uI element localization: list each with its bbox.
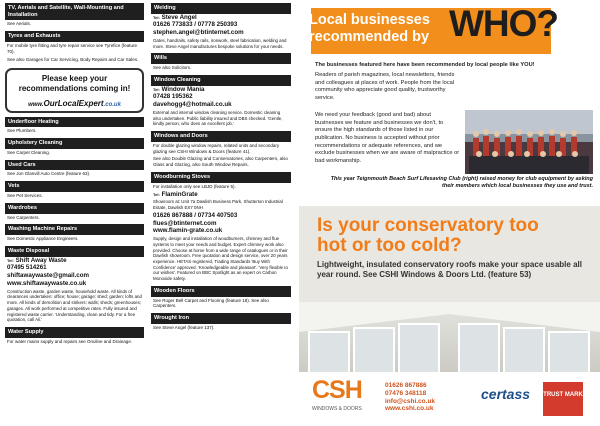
welding-email: stephen.angel@btinternet.com xyxy=(153,29,244,37)
recommendations-ad xyxy=(5,68,144,112)
who-banner xyxy=(299,3,600,56)
cshi-logo-sub: WINDOWS & DOORS xyxy=(312,406,362,412)
conservatory-title-1: Is your conservatory too xyxy=(317,215,539,236)
heading-woodburning: Woodburning Stoves xyxy=(151,172,291,183)
heading-washing-machine: Washing Machine Repairs xyxy=(5,224,144,235)
woodburning-email: flues@btinternet.com xyxy=(153,219,217,227)
waste-business-name: Shift Away Waste xyxy=(15,256,67,264)
woodburning-text: For installation only see LBJD (feature 5). xyxy=(153,183,236,189)
cshi-logo xyxy=(312,378,377,420)
see-carpenters: See Carpenters. xyxy=(7,214,40,220)
heading-vets: Vets xyxy=(5,181,144,192)
logo-domain: .co.uk xyxy=(103,101,121,108)
trustmark-logo xyxy=(543,382,583,416)
used-cars-text: See Jon Glanvill Auto Centre (feature 63). xyxy=(7,171,91,177)
ourlocalexpert-logo xyxy=(11,99,138,108)
see-aerials: See Aerials. xyxy=(7,21,32,27)
banner-who: WHO? xyxy=(449,3,559,44)
woodburning-website: www.flamin-grate.co.uk xyxy=(153,227,223,235)
welding-description: Gates, handrails, safety rails, ironwork, steel fabrication, welding and more. Steve Angel manufactures bespoke solutions for your needs. xyxy=(153,37,287,49)
waste-website: www.shiftawaywaste.co.uk xyxy=(7,279,87,287)
see-solicitors: See also Solicitors. xyxy=(153,65,192,71)
waste-listing-name xyxy=(5,257,144,265)
waste-phone: 07495 514261 xyxy=(7,264,47,272)
feature-page xyxy=(299,0,600,426)
window-cleaning-email: davehogg4@hotmail.co.uk xyxy=(153,101,232,109)
paragraph-1: Readers of parish magazines, local newsletters, friends and colleagues at places of work. People from the local community who appreciate good quality, trustworthy service. xyxy=(315,72,455,102)
welding-phone: 01626 773833 / 07778 250393 xyxy=(153,21,238,29)
heading-welding: Welding xyxy=(151,3,291,14)
banner-line-1: Local businesses xyxy=(309,12,430,28)
heading-wardrobes: Wardrobes xyxy=(5,203,144,214)
see-domestic-appliance: See Domestic Appliance Engineers. xyxy=(7,236,79,242)
heading-wrought-iron: Wrought Iron xyxy=(151,313,291,324)
heading-windows-doors: Windows and Doors xyxy=(151,131,291,142)
intro-text: The businesses featured here have been recommended by local people like YOU! xyxy=(315,62,535,68)
conservatory-title xyxy=(317,216,539,256)
waste-description: Construction waste, garden waste, household waste. All kinds of clearances undertaken: office; house; garage; shed; garden; lofts and more. All kinds of demolition and strikers: walls; sheds; greenhouses; garages. All work performed at competitive rates. Fully insured and registered waste carrier. 'Understanding, clean and tidy. For a free quotation, call Ali.' xyxy=(7,288,142,323)
heading-wooden-floors: Wooden Floors xyxy=(151,286,291,297)
directory-column-2 xyxy=(151,0,291,332)
heading-tyres: Tyres and Exhausts xyxy=(5,31,144,42)
window-cleaning-description: External and internal window cleaning service. Domestic cleaning also undertaken. Public liability insured and DBS checked. 'Gentle, kindly person, who does an excellent job.' xyxy=(153,109,283,127)
tel-label: Tel: xyxy=(153,14,160,20)
surf-club-photo-image xyxy=(465,110,593,174)
directory-column-1 xyxy=(5,0,144,346)
window-cleaning-listing-name xyxy=(151,86,291,94)
cshi-contact xyxy=(385,382,435,413)
logo-name: OurLocalExpert xyxy=(43,98,104,108)
woodburning-phone: 01626 867888 / 07734 407503 xyxy=(153,211,238,219)
heading-underfloor: Underfloor Heating xyxy=(5,117,144,128)
woodburning-listing-name xyxy=(151,191,291,199)
welding-business-name: Steve Angel xyxy=(161,13,197,21)
trustmark-logo-text: TRUST MARK xyxy=(543,392,583,398)
tel-label: Tel: xyxy=(7,257,14,263)
tyres-text-2: See also Garages for Car Servicing, Body Repairs and Car Sales. xyxy=(7,56,139,62)
heading-window-cleaning: Window Cleaning xyxy=(151,75,291,86)
heading-upholstery: Upholstery Cleaning xyxy=(5,138,144,149)
cshi-website: www.cshi.co.uk xyxy=(385,405,434,413)
cshi-phone-1: 01626 867886 xyxy=(385,382,427,389)
windows-doors-text-2: See also Double Glazing and Conservatories, also Carpenters, also Glass and Glazing, also South Window Repairs. xyxy=(153,156,288,168)
heading-waste-disposal: Waste Disposal xyxy=(5,246,144,257)
conservatory-body: Lightweight, insulated conservatory roofs make your space usable all year round. See CSHI Windows & Doors Ltd. (feature 53) xyxy=(317,260,582,279)
waste-email: shiftawaywaste@gmail.com xyxy=(7,272,90,280)
woodburning-description: Supply, design and installation of woodburners, chimney and flue systems to meet your needs and budget. Expert chimney work also provided. Choose at home from a wide range of catalogues or in their Dawlish showroom. Free quotation and design service, over 20 years experience. HETAS registered, Trading Standards 'Buy With Confidence' approved. 'Knowledgeable and pleasant'. 'Very flexible to our wishes'. Featured on BBC Spotlight as an expert on Carbon Monoxide safety. xyxy=(153,236,288,282)
heading-wills: Wills xyxy=(151,53,291,64)
see-carpet: See Carpet Cleaning. xyxy=(7,149,51,155)
water-supply-text: For water mains supply and repairs see Onuline and Drainage. xyxy=(7,338,133,344)
ad-title: Please keep your recommendations coming in! xyxy=(18,74,131,94)
banner-title xyxy=(309,12,430,45)
banner-line-2: recommended by xyxy=(309,28,430,45)
conservatory-footer xyxy=(299,372,600,426)
cshi-email: info@cshi.co.uk xyxy=(385,397,436,405)
woodburning-address: Showroom at: Unit 7a Dawlish Business Park, Shutterton Industrial Estate, Dawlish EX7 0NH xyxy=(153,199,283,211)
see-pet-services: See Pet Services. xyxy=(7,193,43,199)
window-cleaning-business-name: Window Mania xyxy=(161,85,205,93)
windows-doors-text: For double glazing window repairs, related units and secondary glazing see CSHI Windows & Doors (feature 41). xyxy=(153,142,280,154)
logo-www: www. xyxy=(28,101,44,108)
cshi-phone-2: 07476 348118 xyxy=(385,389,427,397)
heading-water-supply: Water Supply xyxy=(5,327,144,338)
wrought-iron-text: See Steve Angel (feature 137). xyxy=(153,324,215,330)
woodburning-business-name: FlaminGrate xyxy=(161,190,198,198)
window-cleaning-phone: 07428 195362 xyxy=(153,93,193,101)
cshi-logo-text: CSH xyxy=(312,376,362,404)
heading-used-cars: Used Cars xyxy=(5,160,144,171)
see-plumbers: See Plumbers. xyxy=(7,128,37,134)
wooden-floors-text: See Roger Bell Carpet and Flooring (feature 18). See also Carpenters. xyxy=(153,297,269,309)
certass-logo xyxy=(481,386,530,402)
tyres-text: For mobile tyre fitting and tyre repair service see Tyrefice (feature 70). xyxy=(7,42,137,54)
heading-tv-aerials: TV, Aerials and Satellite, Wall-Mounting and Installation xyxy=(5,3,144,20)
photo-caption: This year Teignmouth Beach Surf Lifesaving Club (right) raised money for club equipment by asking their members which local businesses they use and trust. xyxy=(330,176,593,190)
welding-listing-name xyxy=(151,14,291,22)
certass-logo-text: certass xyxy=(481,386,531,402)
surf-club-photo xyxy=(465,110,593,174)
paragraph-2: We need your feedback (good and bad) about businesses we feature and businesses we don't, to ensure the high standards of those listed in our publication. No business is accepted without prior recommendations or adequate references, and we exclude businesses when we are aware of malpractice or bad workmanship. xyxy=(315,112,460,165)
conservatory-title-2: hot or too cold? xyxy=(317,234,462,256)
tel-label: Tel: xyxy=(153,86,160,92)
tel-label: Tel: xyxy=(153,191,160,197)
